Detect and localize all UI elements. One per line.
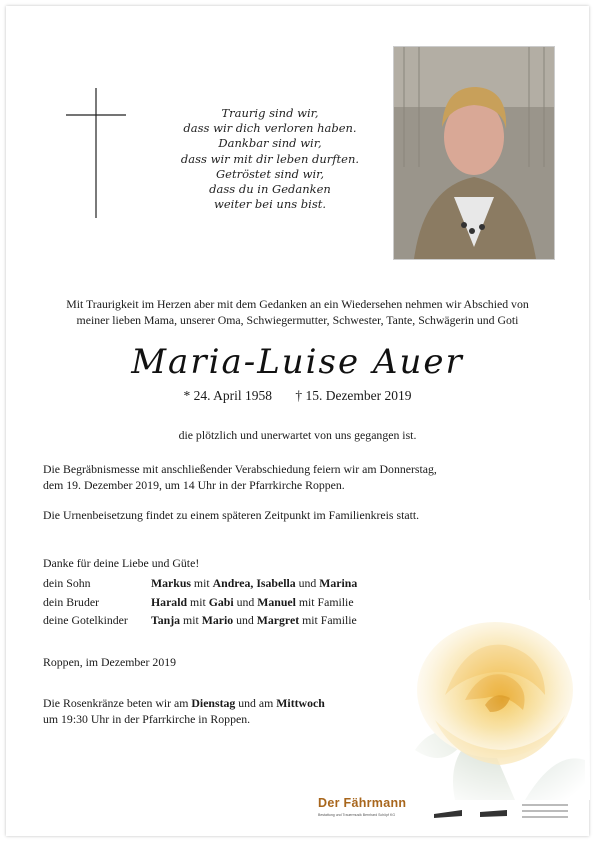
relation: dein Bruder xyxy=(43,594,100,609)
relation: dein Sohn xyxy=(43,576,91,590)
poem-line: Getröstet sind wir, xyxy=(215,166,325,181)
funeral-home-logo: Der Fährmann xyxy=(318,796,407,810)
relation: deine Gotelkinder xyxy=(43,613,128,627)
poem xyxy=(170,106,370,212)
birth-date: * 24. April 1958 xyxy=(183,388,272,403)
family-names: Harald mit Gabi und Manuel mit Familie xyxy=(151,594,354,609)
family-row xyxy=(43,611,357,630)
family-row xyxy=(43,574,357,593)
family-names: Markus mit Andrea, Isabella und Marina xyxy=(151,576,358,590)
intro-line: Mit Traurigkeit im Herzen aber mit dem Gedanken an ein Wiedersehen nehmen wir Abschied von xyxy=(66,297,529,311)
intro-line: meiner lieben Mama, unserer Oma, Schwiegermutter, Schwester, Tante, Schwägerin und Goti xyxy=(76,313,519,327)
life-dates xyxy=(0,388,595,404)
cross-icon xyxy=(66,88,126,218)
portrait-image xyxy=(394,47,554,259)
family-list xyxy=(43,574,357,630)
rosary-text xyxy=(43,695,325,727)
poem-line: dass wir dich verloren haben. xyxy=(183,121,357,136)
intro-text xyxy=(30,296,565,328)
place-date: Roppen, im Dezember 2019 xyxy=(43,655,177,669)
funeral-text xyxy=(43,461,437,493)
family-names: Tanja mit Mario und Margret mit Familie xyxy=(151,613,357,627)
family-row xyxy=(43,593,357,612)
deceased-name: Maria-Luise Auer xyxy=(131,342,464,382)
death-date: † 15. Dezember 2019 xyxy=(295,388,412,403)
poem-line: Dankbar sind wir, xyxy=(218,136,322,151)
rosary-line: um 19:30 Uhr in der Pfarrkirche in Roppen. xyxy=(43,712,251,726)
rose-image xyxy=(395,600,590,800)
poem-line: dass du in Gedanken xyxy=(209,182,331,197)
rosary-line: Die Rosenkränze beten wir am Dienstag und am Mittwoch xyxy=(43,696,325,710)
urn-text: Die Urnenbeisetzung findet zu einem späteren Zeitpunkt im Familienkreis statt. xyxy=(43,508,420,522)
thanks-text: Danke für deine Liebe und Güte! xyxy=(43,556,200,570)
funeral-line: Die Begräbnismesse mit anschließender Verabschiedung feiern wir am Donnerstag, xyxy=(43,462,437,476)
poem-line: dass wir mit dir leben durften. xyxy=(180,151,360,166)
logo-tagline: Bestattung und Trauermusik Bernhard Schöpf KG xyxy=(318,813,396,817)
poem-line: Traurig sind wir, xyxy=(221,106,319,120)
poem-line: weiter bei uns bist. xyxy=(214,197,326,212)
logo-decoration xyxy=(432,800,572,822)
passed-text: die plötzlich und unerwartet von uns gegangen ist. xyxy=(178,428,417,442)
portrait-photo xyxy=(393,46,555,260)
funeral-line: dem 19. Dezember 2019, um 14 Uhr in der Pfarrkirche Roppen. xyxy=(43,478,345,492)
